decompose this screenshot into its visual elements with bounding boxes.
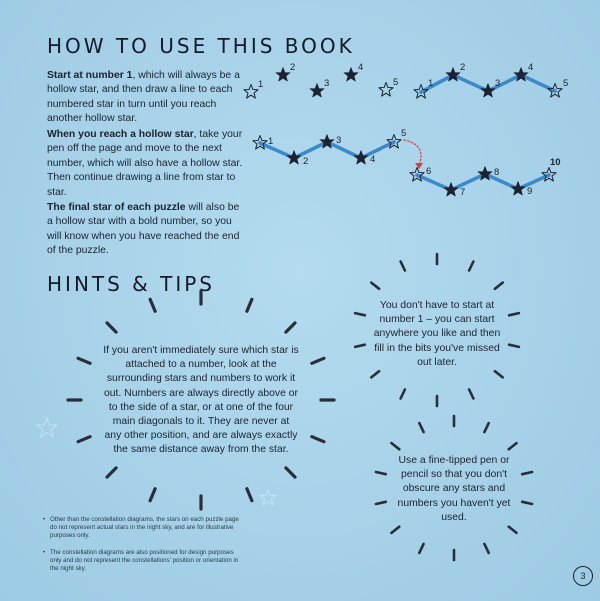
burst-ray	[419, 423, 423, 432]
burst-ray	[509, 313, 519, 315]
footnote-text: Other than the constellation diagrams, the stars on each puzzle page do not represent actual stars in the night sky, and are for illustrative purposes only.	[50, 516, 239, 539]
star-number-label: 3	[324, 78, 330, 89]
instruction-text: , which will always be a hollow star, and then draw a line to each numbered star in turn until you reach another hollow star.	[47, 70, 240, 125]
burst-ray	[78, 437, 90, 442]
burst-ray	[150, 489, 155, 501]
burst-ray	[286, 468, 295, 477]
star-number-label: 4	[370, 154, 376, 165]
star-number-label: 4	[358, 62, 364, 73]
tip-1: If you aren't immediately sure which star is attached to a number, look at the surrounding stars and numbers to work it out. Numbers are always directly above or to the side of a star, or at one of the four main diagonals to it. They are never at any other position, and are always exactly the same distance away from the star.	[103, 345, 299, 456]
burst-ray	[509, 345, 519, 347]
burst-ray	[150, 299, 155, 311]
star-number-label: 2	[460, 62, 466, 73]
burst-ray	[469, 262, 473, 271]
burst-ray	[522, 472, 532, 474]
burst-ray	[509, 443, 517, 449]
instruction-text: will also be a hollow star with a bold number, so you will know when you have reached the end of the puzzle.	[47, 202, 240, 257]
star-number-label: 3	[495, 78, 501, 89]
burst-ray	[401, 390, 405, 399]
instruction-text: , take your pen off the page and move to the next number, which will also have a hollow star. Then continue drawing a line from star to star.	[47, 129, 243, 198]
burst-ray	[484, 544, 488, 553]
burst-ray	[371, 283, 379, 289]
star-number-label: 2	[303, 156, 309, 167]
star-number-label: 10	[550, 157, 561, 168]
burst-ray	[484, 423, 488, 432]
burst-ray	[392, 443, 400, 449]
star-number-label: 5	[393, 77, 399, 88]
burst-ray	[355, 345, 365, 347]
burst-ray	[312, 437, 324, 442]
star-number-label: 7	[460, 187, 466, 198]
star-number-label: 1	[258, 79, 264, 90]
burst-ray	[78, 358, 90, 363]
star-number-label: 6	[426, 166, 432, 177]
star-number-label: 3	[336, 135, 342, 146]
burst-ray	[107, 468, 116, 477]
star-number-label: 5	[401, 128, 407, 139]
star-number-label: 1	[428, 78, 434, 89]
burst-ray	[312, 358, 324, 363]
burst-ray	[376, 472, 386, 474]
star-number-label: 1	[268, 136, 274, 147]
burst-ray	[469, 390, 473, 399]
footnote-text: The constellation diagrams are also positioned for design purposes only and do not represent the constellations' position or orientation in the night sky.	[50, 549, 239, 572]
footnote-2	[43, 549, 244, 573]
burst-ray	[247, 489, 252, 501]
instruction-emphasis: When you reach a hollow star	[47, 129, 194, 140]
burst-ray	[392, 527, 400, 533]
burst-ray	[522, 502, 532, 504]
burst-ray	[371, 371, 379, 377]
hints-title: HINTS & TIPS	[47, 272, 215, 296]
burst-ray	[419, 544, 423, 553]
burst-ray	[401, 262, 405, 271]
burst-ray	[355, 313, 365, 315]
instruction-emphasis: Start at number 1	[47, 70, 133, 81]
footnote-bullet: •	[43, 516, 46, 523]
star-number-label: 2	[290, 62, 296, 73]
burst-ray	[107, 323, 116, 332]
star-number-label: 4	[528, 62, 534, 73]
star-number-label: 8	[494, 167, 500, 178]
tip-3: Use a fine-tipped pen or pencil so that you don't obscure any stars and numbers you haven't yet used.	[397, 455, 511, 523]
burst-ray	[286, 323, 295, 332]
footnote-bullet: •	[43, 549, 46, 556]
burst-ray	[495, 283, 503, 289]
star-number-label: 9	[527, 186, 533, 197]
burst-ray	[495, 371, 503, 377]
burst-ray	[509, 527, 517, 533]
tip-2: You don't have to start at number 1 – you can start anywhere you like and then fill in the bits you've missed out later.	[373, 300, 501, 368]
instruction-emphasis: The final star of each puzzle	[47, 202, 186, 213]
footnote-1	[43, 516, 242, 540]
page-title: HOW TO USE THIS BOOK	[47, 34, 355, 58]
burst-ray	[247, 299, 252, 311]
star-number-label: 5	[563, 78, 569, 89]
burst-ray	[376, 502, 386, 504]
page-number: 3	[573, 566, 593, 586]
